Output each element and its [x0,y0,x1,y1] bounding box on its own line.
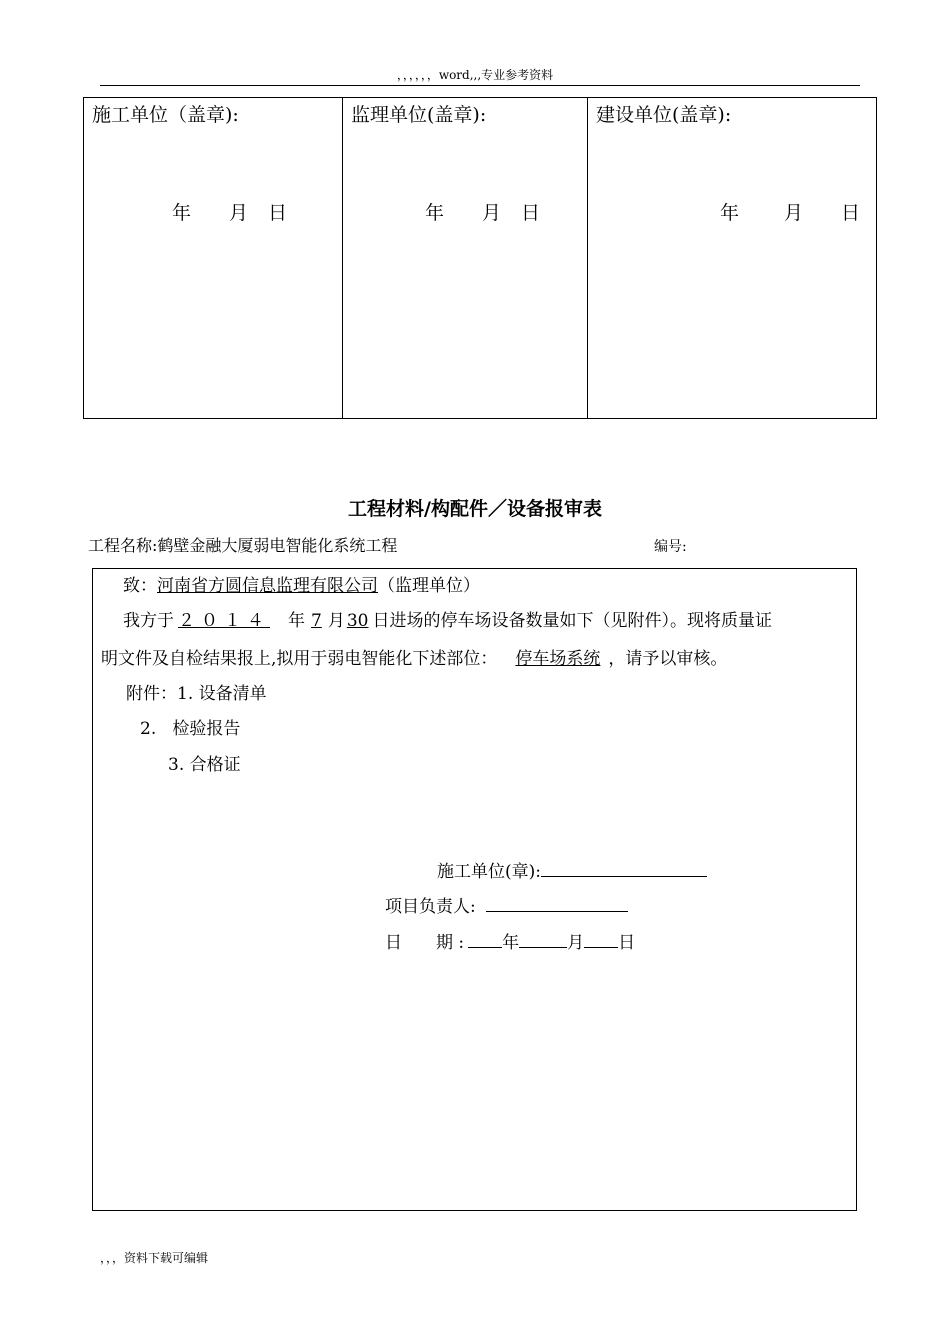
date-month-blank [519,930,567,948]
date-month-char: 月 [567,933,585,953]
project-name-label: 工程名称: [88,536,158,555]
page-footer: ，，，资料下载可编辑 [100,1251,209,1265]
signature-column-contractor [84,98,343,418]
body-paragraph-line-2 [101,644,727,669]
location-value: 停车场系统 [515,649,601,669]
owner-date [720,198,860,225]
form-body [92,568,857,1211]
manager-row [385,892,628,917]
contractor-seal-label: 施工单位(章): [437,862,541,882]
contractor-seal-label: 施工单位（盖章): [92,104,239,126]
date-label: 日 期 : [385,933,465,953]
year-label: 年 [720,202,740,224]
date-row [385,928,635,953]
year-label: 年 [172,202,192,224]
day-label: 日 [268,202,288,224]
supervisor-seal-label: 监理单位(盖章): [351,104,487,126]
year-label: 年 [425,202,445,224]
date-day-char: 日 [618,933,636,953]
contractor-seal-blank [541,859,707,877]
month-char: 月 [327,611,345,631]
project-name-row [88,533,397,556]
code-label: 编号: [654,539,687,555]
day-label: 日 [841,202,861,224]
body-suffix: 日进场的停车场设备数量如下（见附件）。现将质量证 [372,611,772,631]
attachment-item-1: 附件：1. 设备清单 [126,684,267,704]
owner-seal-label: 建设单位(盖章): [596,104,732,126]
signature-column-supervisor [343,98,588,418]
supervisor-date [425,198,540,225]
date-day-blank [584,930,618,948]
attachment-item-2: 2. 检验报告 [140,719,241,739]
body-location-suffix: ，请予以审核。 [608,649,728,669]
to-prefix: 致： [123,576,157,596]
contractor-seal-row [437,857,707,882]
attachment-item-3: 3. 合格证 [168,755,241,775]
manager-label: 项目负责人: [385,897,476,917]
signature-column-owner [588,98,877,418]
body-paragraph-line-1 [123,606,772,631]
day-label: 日 [521,202,541,224]
date-year-char: 年 [502,933,520,953]
header-divider [100,85,860,86]
supervisor-org: 河南省方圆信息监理有限公司 [157,576,378,596]
month-label: 月 [229,202,249,224]
entry-year-value: ２０１４ [178,611,270,631]
contractor-date [172,198,287,225]
project-name-value: 鹤壁金融大厦弱电智能化系统工程 [157,536,398,555]
page-header: ，，，，，，word,,,专业参考资料 [396,68,554,82]
manager-blank [486,894,628,912]
recipient-line [123,571,480,596]
to-suffix: （监理单位） [378,576,480,596]
month-label: 月 [784,202,804,224]
date-year-blank [468,930,502,948]
body-location-prefix: 明文件及自检结果报上,拟用于弱电智能化下述部位： [101,649,498,669]
entry-day-value: 30 [346,611,369,631]
form-title: 工程材料/构配件／设备报审表 [348,498,602,520]
month-label: 月 [482,202,502,224]
signature-table [83,97,877,419]
entry-month-value: 7 [311,611,322,631]
body-prefix: 我方于 [123,611,174,631]
year-char: 年 [288,611,305,631]
